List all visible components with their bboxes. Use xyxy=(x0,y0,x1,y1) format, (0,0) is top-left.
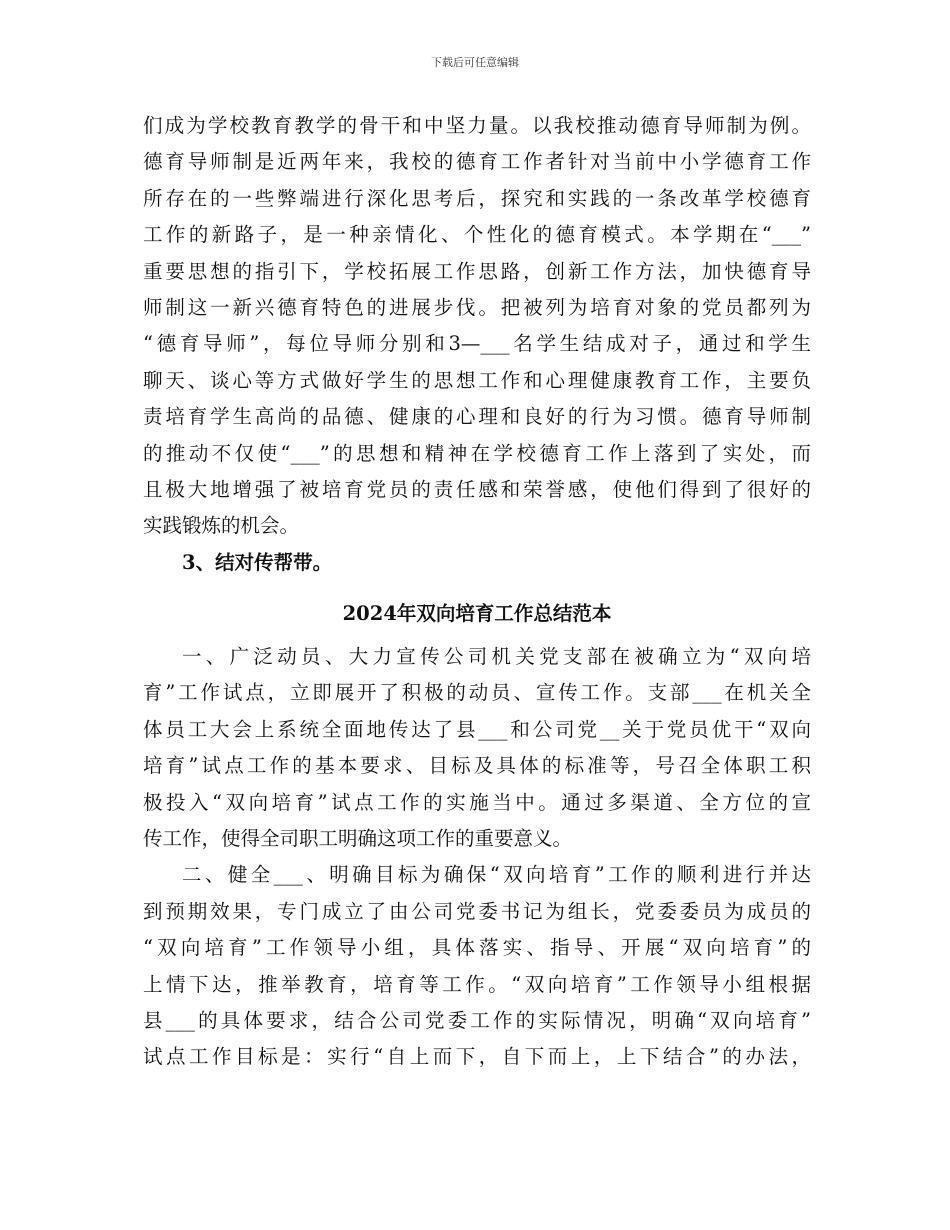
paragraph-continuation xyxy=(143,108,811,545)
text-line: 师制这一新兴德育特色的进展步伐。把被列为培育对象的党员都列为 xyxy=(143,295,811,319)
section-heading: 3、结对传帮带。 xyxy=(182,550,333,574)
text-line: 所存在的一些弊端进行深化思考后，探究和实践的一条改革学校德育 xyxy=(143,186,811,210)
text-line: 实践锻炼的机会。 xyxy=(143,514,300,538)
text-line: 极投入“双向培育”试点工作的实施当中。通过多渠道、全方位的宣 xyxy=(143,790,811,814)
text-line: 县___的具体要求，结合公司党委工作的实际情况，明确“双向培育” xyxy=(143,1008,811,1032)
text-line: 试点工作目标是：实行“自上而下，自下而上，上下结合”的办法， xyxy=(143,1045,811,1069)
text-line: 传工作，使得全司职工明确这项工作的重要意义。 xyxy=(143,827,573,851)
text-line: 上情下达，推举教育，培育等工作。“双向培育”工作领导小组根据 xyxy=(143,972,811,996)
text-line: 到预期效果，专门成立了由公司党委书记为组长，党委委员为成员的 xyxy=(143,899,811,923)
text-line: 且极大地增强了被培育党员的责任感和荣誉感，使他们得到了很好的 xyxy=(143,477,811,501)
text-line: 们成为学校教育教学的骨干和中坚力量。以我校推动德育导师制为例。 xyxy=(143,114,811,137)
text-line: 的推动不仅使“___”的思想和精神在学校德育工作上落到了实处，而 xyxy=(143,441,811,465)
document-body xyxy=(143,108,811,1076)
text-line: 工作的新路子，是一种亲情化、个性化的德育模式。本学期在“___” xyxy=(143,223,811,247)
text-line: “德育导师”，每位导师分别和3—___名学生结成对子，通过和学生 xyxy=(143,332,811,356)
text-line: 培育”试点工作的基本要求、目标及具体的标准等，号召全体职工积 xyxy=(143,754,811,778)
text-line: 一、广泛动员、大力宣传公司机关党支部在被确立为“双向培 xyxy=(182,645,811,669)
text-line: “双向培育”工作领导小组，具体落实、指导、开展“双向培育”的 xyxy=(143,936,811,960)
text-line: 体员工大会上系统全面地传达了县___和公司党__关于党员优干“双向 xyxy=(143,717,811,741)
text-line: 德育导师制是近两年来，我校的德育工作者针对当前中小学德育工作 xyxy=(143,150,811,174)
text-line: 育”工作试点，立即展开了积极的动员、宣传工作。支部___在机关全 xyxy=(143,681,811,705)
text-line: 聊天、谈心等方式做好学生的思想工作和心理健康教育工作，主要负 xyxy=(143,368,811,392)
document-title: 2024年双向培育工作总结范本 xyxy=(342,602,612,626)
text-line: 重要思想的指引下，学校拓展工作思路，创新工作方法，加快德育导 xyxy=(143,259,811,283)
text-line: 二、健全___、明确目标为确保“双向培育”工作的顺利进行并达 xyxy=(182,863,811,887)
page-header: 下载后可任意编辑 xyxy=(431,56,519,69)
text-line: 责培育学生高尚的品德、健康的心理和良好的行为习惯。德育导师制 xyxy=(143,405,811,429)
paragraph-organization xyxy=(143,857,811,1075)
paragraph-mobilization xyxy=(143,639,811,857)
